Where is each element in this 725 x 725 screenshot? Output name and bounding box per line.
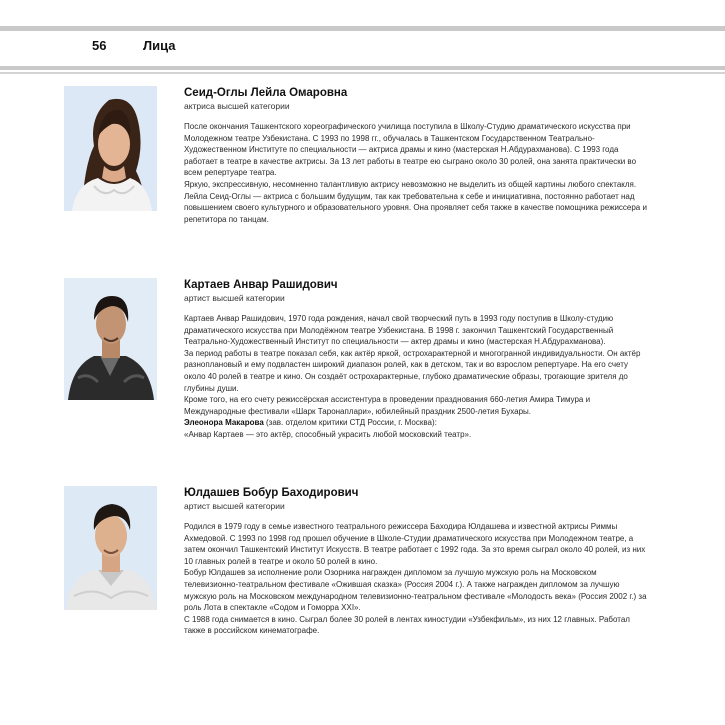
person-name: Картаев Анвар Рашидович [184,279,338,291]
bio-paragraph: Картаев Анвар Рашидович, 1970 года рождения, начал свой творческий путь в 1993 году поступив в Школу-студию драматического искусства при Молодёжном театре Узбекистана. В 1998 г. закончил Ташкентский Государственный Театрально-Художественный Институт по специальности — актер драмы и кино (мастерская Н.Абдурахманова). [184,314,614,347]
quote-source: (зав. отделом критики СТД России, г. Москва): [263,418,437,428]
person-rank: артист высшей категории [184,293,285,303]
quote-attribution [184,417,648,429]
header-rule-thin [0,72,725,74]
bio-paragraph: Кроме того, на его счету режиссёрская ассистентура в проведении празднования 660-летия Амира Тимура и Международные фестивали «Шарк Таронаплари», юбилейный праздник 2500-летия Бухары. [184,395,591,416]
header-rule [0,66,725,70]
quote-text: «Анвар Картаев — это актёр, способный украсить любой московский театр». [184,429,472,439]
top-rule [0,26,725,31]
portrait-photo-kartaev [64,278,157,400]
person-rank: актриса высшей категории [184,101,290,111]
page-number: 56 [92,38,107,53]
quote-author: Элеонора Макарова [184,418,264,428]
bio-paragraph: Бобур Юлдашев за исполнение роли Озорника награжден дипломом за лучшую мужскую роль на Московском телевизионно-театральном фестивале «Ожившая сказка» (Россия 2004 г.). А также награжден дипломом за лучшую мужскую роль на Московском международном телевизионно-театральном фестивале «Молодость века» (Россия 2002 г.) за роль Лота в спектакле «Содом и Гоморра XXI». [184,568,647,613]
portrait-photo-yuldashev [64,486,157,610]
bio-paragraph: Яркую, экспрессивную, несомненно талантливую актрису невозможно не выделить из общей картины любого спектакля. [184,179,637,189]
page-header [0,38,725,58]
portrait-photo-seid-ogly [64,86,157,211]
section-title: Лица [143,38,176,53]
bio-paragraph: Родился в 1979 году в семье известного театрального режиссера Баходира Юлдашева и известной актрисы Риммы Ахмедовой. С 1993 по 1998 год прошел обучение в Школе-Студии драматического искусства при Молодежном театре, а затем окончил Ташкентский Институт Искусств. В театре работает с 1992 года. За это время сыграл около 40 ролей, из них 10 главных ролей в театре и около 50 ролей в кино. [184,522,646,566]
person-name: Юлдашев Бобур Баходирович [184,487,359,499]
bio-paragraph: Лейла Сеид-Оглы — актриса с большим будущим, так как требовательна к себе и инициативна, постоянно работает над повышением своего культурного и образовательного уровня. Она проявляет себя также в качестве помощника режиссера и репетитора по танцам. [184,191,647,224]
person-rank: артист высшей категории [184,501,285,511]
person-name: Сеид-Оглы Лейла Омаровна [184,87,348,99]
bio-paragraph: За период работы в театре показал себя, как актёр яркой, острохарактерной и многогранной индивидуальности. Он актёр разноплановый и ему подвластен широкий диапазон ролей, как в детском, так и во взрослом репертуаре. На его счету около 40 ролей в театре и кино. Он создаёт острохарактерные, глубоко драматические образы, трогающие зрителя до глубины души. [184,348,641,393]
bio-paragraph: После окончания Ташкентского хореографического училища поступила в Школу-Студию драматического искусства при Молодежном театре Узбекистана. С 1993 по 1998 гг., обучалась в Ташкентском Государственном Театрально-Художественном Институте по специальности — актриса драмы и кино (мастерская Н.Абдурахманова). С 1993 года работает в театре в качестве актрисы. За 13 лет работы в театре ею сыграно около 30 ролей, она занята практически во всем репертуаре театра. [184,122,637,178]
bio-paragraph: С 1988 года снимается в кино. Сыграл более 30 ролей в лентах киностудии «Узбекфильм», из них 12 главных. Работал также в российском кинематографе. [184,614,630,636]
